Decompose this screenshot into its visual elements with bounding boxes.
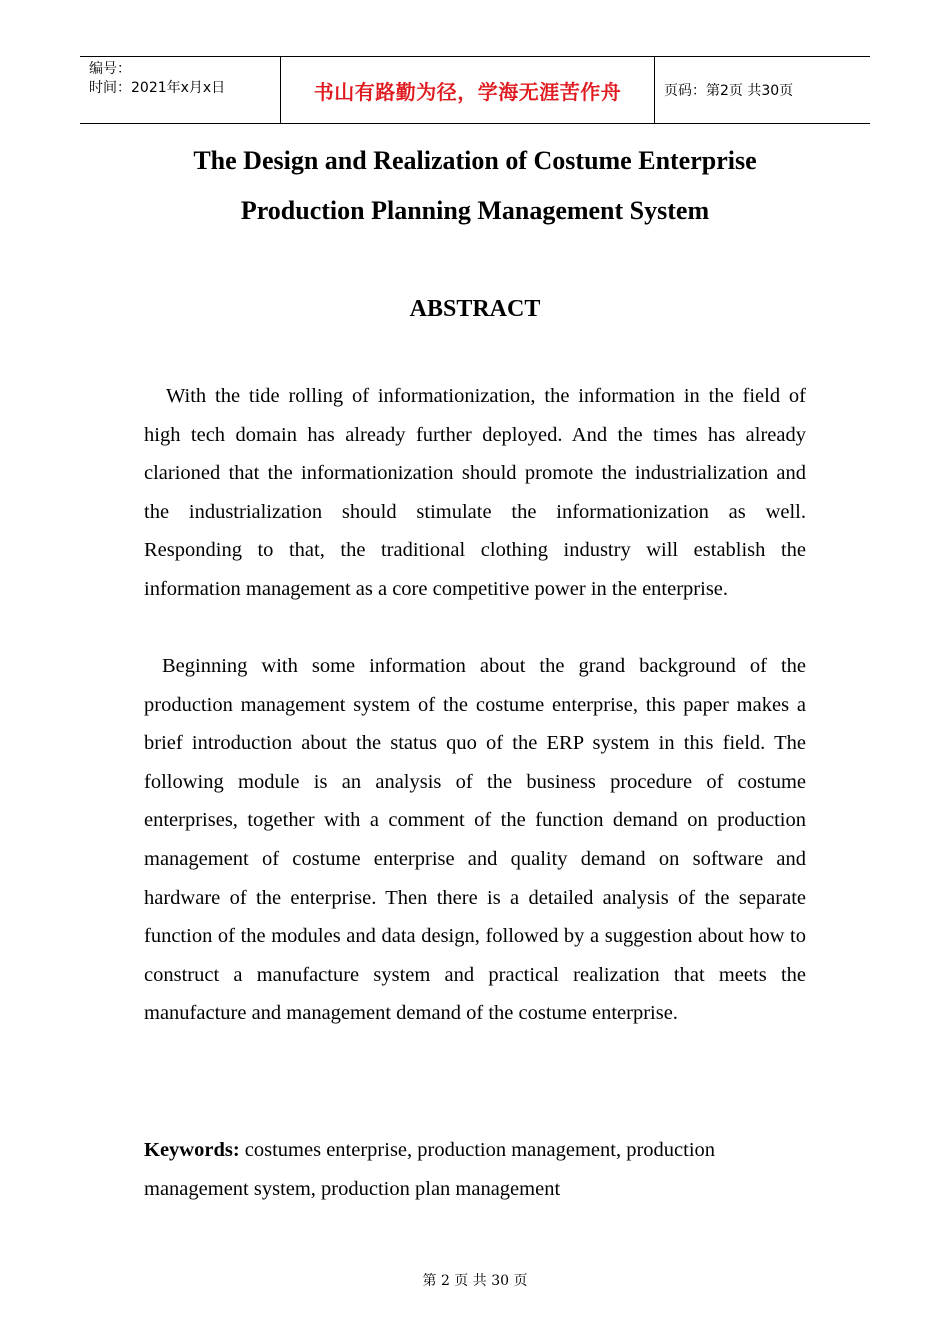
- keywords-line-1: costumes enterprise, production management, production: [239, 1139, 716, 1161]
- header-meta: [80, 57, 281, 123]
- title-line-2: Production Planning Management System: [240, 196, 710, 225]
- keywords-label: Keywords:: [144, 1139, 240, 1161]
- title-line-1: The Design and Realization of Costume Enterprise: [193, 146, 757, 175]
- keywords-line-2: management system, production plan management: [144, 1177, 561, 1200]
- abstract-heading: ABSTRACT: [409, 296, 541, 322]
- header-motto: 书山有路勤为径，学海无涯苦作舟: [281, 57, 655, 123]
- header-page-info: 页码：第2页 共30页: [664, 83, 794, 99]
- abstract-paragraph-2-block: [144, 647, 806, 1033]
- time-label: 时间：2021年x月x日: [89, 80, 226, 96]
- page-footer: 第 2 页 共 30 页: [422, 1273, 528, 1289]
- page-header: [80, 56, 870, 124]
- abstract-paragraph-1-block: [144, 377, 806, 609]
- number-label: 编号：: [89, 61, 131, 77]
- abstract-paragraph-1: With the tide rolling of informationization, the information in the field of high tech domain has already further deployed. And the times has already clarioned that the informationization should promote the industrialization and the industrialization should stimulate the informationization as well. Responding to that, the traditional clothing industry will establish the information management as a core competitive power in the enterprise.: [144, 385, 806, 600]
- abstract-paragraph-2: Beginning with some information about the grand background of the production management system of the costume enterprise, this paper makes a brief introduction about the status quo of the ERP system in this field. The following module is an analysis of the business procedure of costume enterprises, together with a comment of the function demand on production management of costume enterprise and quality demand on software and hardware of the enterprise. Then there is a detailed analysis of the separate function of the modules and data design, followed by a suggestion about how to construct a manufacture system and practical realization that meets the manufacture and management demand of the costume enterprise.: [144, 655, 806, 1025]
- keywords: [144, 1131, 806, 1208]
